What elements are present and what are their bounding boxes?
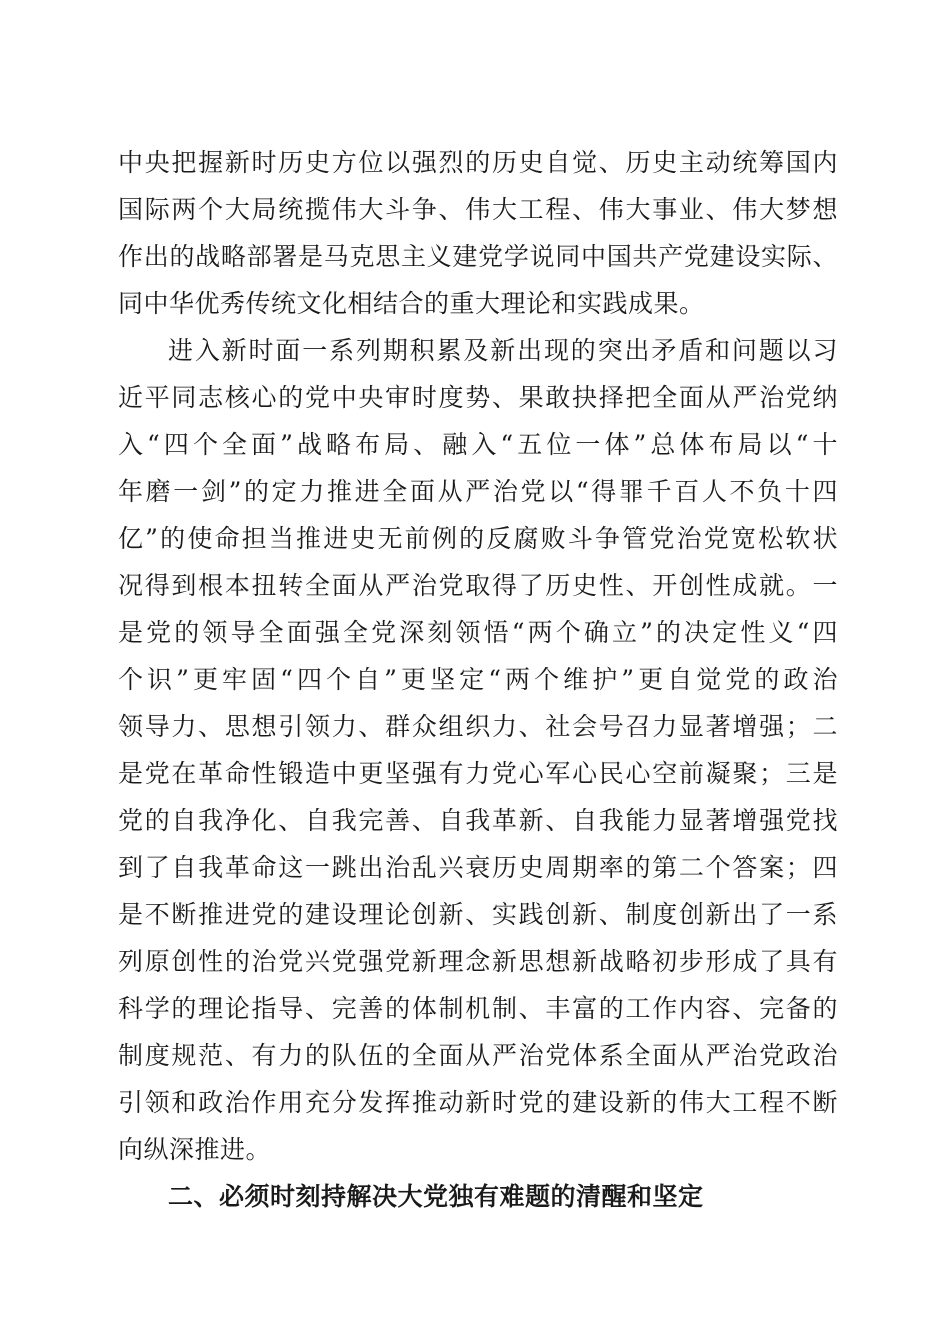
paragraph-2-line-15: 科学的理论指导、完善的体制机制、丰富的工作内容、完备的 <box>118 994 838 1023</box>
paragraph-2-line-14: 列原创性的治党兴党强党新理念新思想新战略初步形成了具有 <box>118 947 838 976</box>
paragraph-2-line-6: 况得到根本扭转全面从严治党取得了历史性、开创性成就。一 <box>118 571 838 600</box>
paragraph-1-line-3: 作出的战略部署是马克思主义建党学说同中国共产党建设实际、 <box>118 242 838 271</box>
paragraph-2-line-10: 是党在革命性锻造中更坚强有力党心军心民心空前凝聚；三是 <box>118 759 838 788</box>
paragraph-1-line-2: 国际两个大局统揽伟大斗争、伟大工程、伟大事业、伟大梦想 <box>118 195 838 224</box>
paragraph-2-line-16: 制度规范、有力的队伍的全面从严治党体系全面从严治党政治 <box>118 1041 838 1070</box>
paragraph-2-line-7: 是党的领导全面强全党深刻领悟“两个确立”的决定性义“四 <box>118 618 838 647</box>
paragraph-2-line-5: 亿”的使命担当推进史无前例的反腐败斗争管党治党宽松软状 <box>118 524 838 553</box>
paragraph-2-line-18: 向纵深推进。 <box>118 1135 272 1164</box>
paragraph-2-line-4: 年磨一剑”的定力推进全面从严治党以“得罪千百人不负十四 <box>118 477 838 506</box>
paragraph-2-line-13: 是不断推进党的建设理论创新、实践创新、制度创新出了一系 <box>118 900 838 929</box>
paragraph-2-line-9: 领导力、思想引领力、群众组织力、社会号召力显著增强；二 <box>118 712 838 741</box>
paragraph-2-line-1: 进入新时面一系列期积累及新出现的突出矛盾和问题以习 <box>168 336 838 365</box>
paragraph-2-line-3: 入“四个全面”战略布局、融入“五位一体”总体布局以“十 <box>118 430 838 459</box>
paragraph-2-line-8: 个识”更牢固“四个自”更坚定“两个维护”更自觉党的政治 <box>118 665 838 694</box>
section-heading: 二、必须时刻持解决大党独有难题的清醒和坚定 <box>168 1182 704 1211</box>
paragraph-2-line-11: 党的自我净化、自我完善、自我革新、自我能力显著增强党找 <box>118 806 838 835</box>
paragraph-2-line-12: 到了自我革命这一跳出治乱兴衰历史周期率的第二个答案；四 <box>118 853 838 882</box>
paragraph-2-line-2: 近平同志核心的党中央审时度势、果敢抉择把全面从严治党纳 <box>118 383 838 412</box>
paragraph-2-line-17: 引领和政治作用充分发挥推动新时党的建设新的伟大工程不断 <box>118 1088 838 1117</box>
paragraph-1-line-4: 同中华优秀传统文化相结合的重大理论和实践成果。 <box>118 289 705 318</box>
paragraph-1-line-1: 中央把握新时历史方位以强烈的历史自觉、历史主动统筹国内 <box>118 148 838 177</box>
